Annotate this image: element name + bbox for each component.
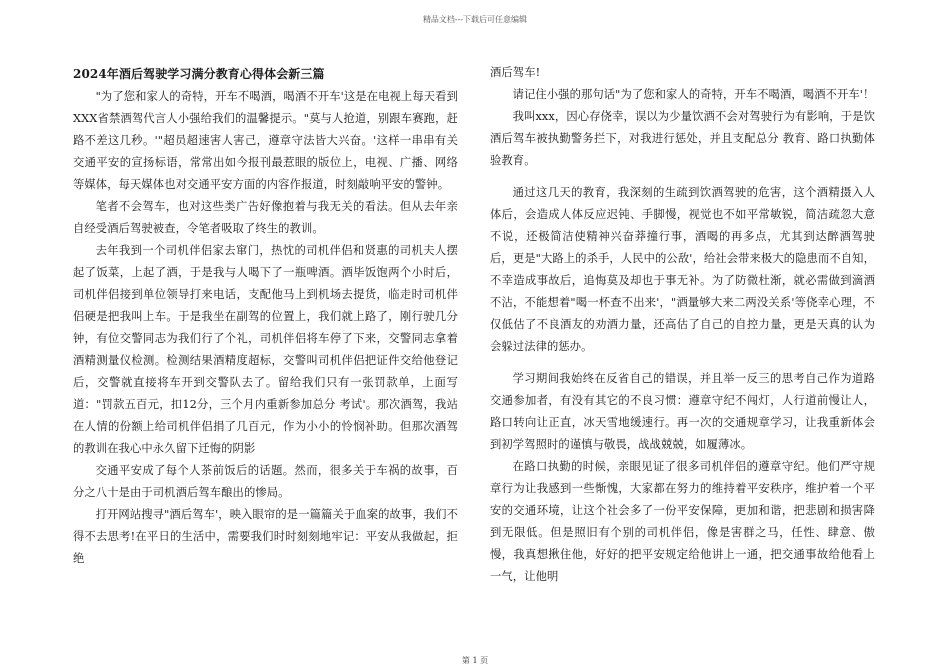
paragraph: 请记住小强的那句话"为了您和家人的奇特，开车不喝酒，喝酒不开车'！ [512,88,875,101]
page-number: 第 1 页 [461,656,489,665]
paragraph-gap [490,358,875,368]
paragraph: 交通平安成了每个人茶前饭后的话题。然而，很多关于车祸的故事，百分之八十是由于司机酒后驾车酿出的惨局。 [73,464,458,499]
paragraph: "为了您和家人的奇特，开车不喝酒，喝酒不开车'这是在电视上每天看到XXX省禁酒驾代言人小强给我们的温馨提示。"莫与人抢道，别跟车赛跑，赶路不差这几秒。'"超员超速害人害己，遵章守法皆大兴奋。'这样一串串有关交通平安的宣扬标语，常常出如今报刊最惹眼的版位上，电视、广播、网络等媒体，每天媒体也对交通平安方面的内容作报道，时刻敲响平安的警钟。 [73,90,458,191]
paragraph: 去年我到一个司机伴侣家去窜门，热忱的司机伴侣和贤惠的司机夫人摆起了饭菜，上起了酒，于是我与人喝下了一瓶啤酒。酒毕饭饱两个小时后，司机伴侣接到单位领导打来电话，支配他马上到机场去提货，临走时司机伴侣硬是把我叫上车。于是我坐在副驾的位置上，我们就上路了，刚行驶几分钟，有位交警同志为我们行了个礼，司机伴侣将车停了下来，交警同志拿着酒精测量仪检测。检测结果酒精度超标，交警叫司机伴侣把证件交给他登记后，交警就直接将车开到交警队去了。留给我们只有一张罚款单，上面写道："罚款五百元，扣12分，三个月内重新参加总分 考试'。那次酒驾，我站在人情的份额上给司机伴侣捐了几百元，作为小小的怜悯补助。但那次酒驾的教训在我心中永久留下迁悔的阴影 [73,244,458,455]
paragraph: 通过这几天的教育，我深刻的生疏到饮酒驾驶的危害，这个酒精摄入人体后，会造成人体反应迟钝、手脚慢，视觉也不如平常敏锐，简洁疏忽大意不说，还极简洁使精神兴奋莽撞行事，酒喝的再多点，尤其到达醉酒驾驶后，更是"大路上的杀手，人民中的公敌'，给社会带来极大的隐患而不自知，不幸造成事故后，追悔莫及却也于事无补。为了防微杜渐，就必需做到滴酒不沾，不能想着"喝一杯查不出来'，"酒量够大来二两没关系'等侥幸心理，不仅低估了不良酒友的劝酒力量，还高估了自己的自控力量，更是天真的认为会躲过法律的惩办。 [490,186,875,353]
left-column [73,64,458,570]
document-title: 2024年酒后驾驶学习满分教育心得体会新三篇 [73,67,325,81]
paragraph: 我叫xxx，因心存侥幸，误以为少量饮酒不会对驾驶行为有影响，于是饮酒后驾车被执勤警务拦下，对我进行惩处，并且支配总分 教育、路口执勤体验教育。 [490,110,875,167]
page-header: 精品文档---下载后可任意编辑 [422,15,528,24]
paragraph: 在路口执勤的时候，亲眼见证了很多司机伴侣的遵章守纪。他们严守规章行为让我感到一些惭愧，大家都在努力的维持着平安秩序，维护着一个平安的交通环境，让这个社会多了一份平安保障，更加和谐，把悲剧和损害降到无限低。但是照旧有个别的司机伴侣，像是害群之马，任性、肆意、傲慢，我真想揪住他，好好的把平安规定给他讲上一通，把交通事故给他看上一气，让他明 [490,460,875,583]
paragraph-gap [490,172,875,182]
paragraph: 学习期间我始终在反省自己的错误，并且举一反三的思考自己作为道路交通参加者，有没有其它的不良习惯：遵章守纪不闯灯，人行道前慢让人，路口转向让正直，冰天雪地缓速行。再一次的交通规章学习，让我重新体会到初学驾照时的谨慎与敬畏，战战兢兢，如履薄冰。 [490,372,875,451]
paragraph: 打开网站搜寻"酒后驾车'，映入眼帘的是一篇篇关于血案的故事，我们不得不去思考!在平日的生活中，需要我们时时刻刻地牢记：平安从我做起，拒绝 [73,508,458,565]
right-column [490,62,875,588]
paragraph-continuation: 酒后驾车! [490,66,541,79]
paragraph: 笔者不会驾车，也对这些类广告好像抱着与我无关的看法。但从去年亲自经受酒后驾驶被查，令笔者吸取了终生的教训。 [73,200,458,235]
